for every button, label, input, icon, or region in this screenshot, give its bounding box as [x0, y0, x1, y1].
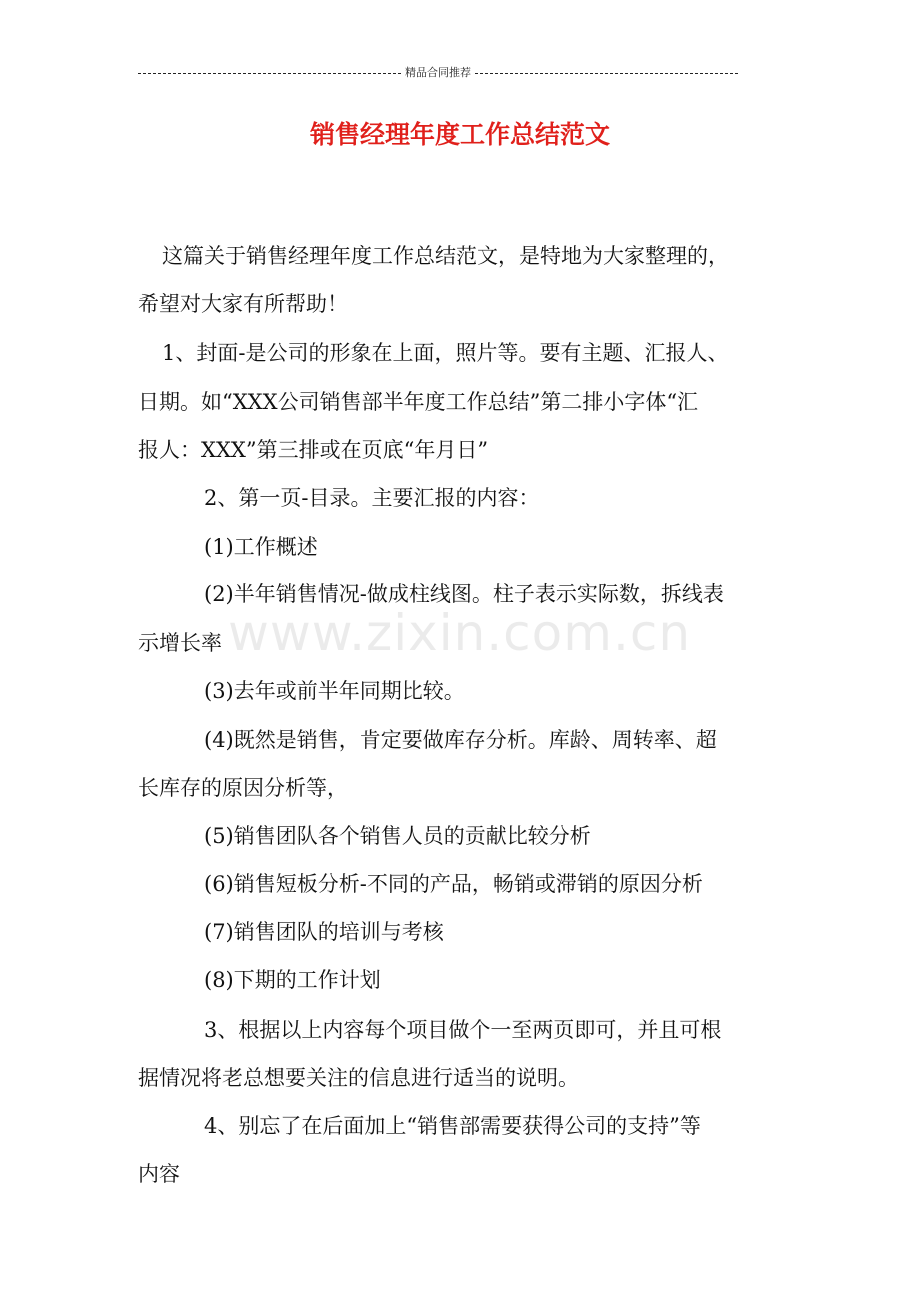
paragraph-line: 据情况将老总想要关注的信息进行适当的说明。	[138, 1066, 579, 1090]
list-item: (8)下期的工作计划	[204, 968, 381, 992]
header-label: 精品合同推荐	[405, 66, 471, 79]
paragraph-line: 3、根据以上内容每个项目做个一至两页即可，并且可根	[204, 1018, 722, 1042]
list-item: (3)去年或前半年同期比较。	[204, 679, 465, 703]
paragraph-line: 日期。如“XXX公司销售部半年度工作总结”第二排小字体“汇	[138, 390, 699, 414]
list-item-continuation: 长库存的原因分析等，	[138, 776, 348, 800]
header-dashes-right	[475, 73, 738, 74]
paragraph-line: 4、别忘了在后面加上“销售部需要获得公司的支持”等	[204, 1114, 701, 1138]
paragraph-line: 2、第一页-目录。主要汇报的内容：	[204, 486, 540, 510]
list-item: (2)半年销售情况-做成柱线图。柱子表示实际数，拆线表	[204, 582, 724, 606]
paragraph-line: 希望对大家有所帮助！	[138, 292, 348, 316]
watermark: www.zixin.com.cn	[228, 604, 692, 662]
list-item: (5)销售团队各个销售人员的贡献比较分析	[204, 824, 591, 848]
header-dashes-left	[138, 73, 401, 74]
document-title: 销售经理年度工作总结范文	[309, 120, 610, 149]
list-item: (6)销售短板分析-不同的产品，畅销或滞销的原因分析	[204, 872, 703, 896]
list-item: (4)既然是销售，肯定要做库存分析。库龄、周转率、超	[204, 728, 717, 752]
paragraph-line: 这篇关于销售经理年度工作总结范文，是特地为大家整理的，	[162, 244, 729, 268]
list-item: (7)销售团队的培训与考核	[204, 920, 444, 944]
list-item-continuation: 示增长率	[138, 631, 222, 655]
list-item: (1)工作概述	[204, 535, 318, 559]
paragraph-line: 报人：XXX”第三排或在页底“年月日”	[138, 438, 489, 462]
page-header	[138, 66, 738, 80]
paragraph-line: 1、封面-是公司的形象在上面，照片等。要有主题、汇报人、	[162, 341, 729, 365]
paragraph-line: 内容	[138, 1162, 180, 1186]
